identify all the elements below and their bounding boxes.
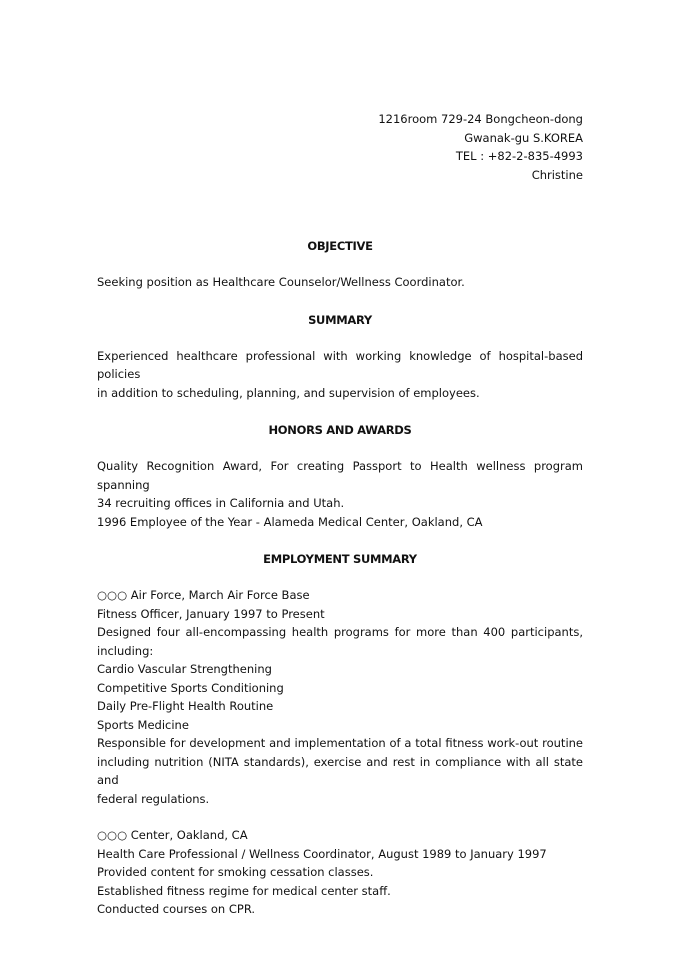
job-program-item: Cardio Vascular Strengthening — [97, 662, 272, 676]
honors-line: 34 recruiting offices in California and Utah. — [97, 496, 345, 510]
resume-body — [97, 237, 583, 919]
summary-line: in addition to scheduling, planning, and supervision of employees. — [97, 385, 480, 400]
job-detail-line: including: — [97, 643, 154, 658]
job-employer: ○○○ Center, Oakland, CA — [97, 828, 248, 842]
honors-section — [97, 457, 583, 531]
job-detail-line: federal regulations. — [97, 791, 210, 806]
summary-line: Experienced healthcare professional with working knowledge of hospital-based policies — [97, 348, 583, 381]
employment-heading: EMPLOYMENT SUMMARY — [263, 552, 417, 566]
objective-heading: OBJECTIVE — [307, 239, 373, 253]
contact-name: Christine — [531, 167, 583, 182]
job-detail-line: Provided content for smoking cessation classes. — [97, 865, 374, 879]
job-detail-line: Designed four all-encompassing health programs for more than 400 participants, — [97, 625, 583, 639]
summary-section — [97, 347, 583, 403]
job-detail-line: Established fitness regime for medical center staff. — [97, 883, 391, 898]
objective-section — [97, 273, 583, 292]
contact-address-block — [378, 110, 583, 184]
honors-heading: HONORS AND AWARDS — [268, 423, 412, 437]
job-employer: ○○○ Air Force, March Air Force Base — [97, 588, 310, 602]
job-program-item: Daily Pre-Flight Health Routine — [97, 699, 274, 713]
honors-line: Quality Recognition Award, For creating Passport to Health wellness program spanning — [97, 459, 583, 492]
summary-heading: SUMMARY — [308, 312, 372, 327]
address-street: 1216room 729-24 Bongcheon-dong — [378, 112, 583, 126]
employment-job-1 — [97, 586, 583, 808]
job-title: Fitness Officer, January 1997 to Present — [97, 606, 325, 621]
job-title: Health Care Professional / Wellness Coordinator, August 1989 to January 1997 — [97, 846, 547, 861]
job-program-item: Competitive Sports Conditioning — [97, 680, 284, 695]
objective-text: Seeking position as Healthcare Counselor/Wellness Coordinator. — [97, 275, 465, 289]
address-phone: TEL : +82-2-835-4993 — [455, 149, 583, 163]
job-detail-line: including nutrition (NITA standards), exercise and rest in compliance with all state and — [97, 754, 583, 787]
job-detail-line: Responsible for development and implementation of a total fitness work-out routine — [97, 736, 583, 750]
employment-job-2 — [97, 826, 583, 919]
honors-line: 1996 Employee of the Year - Alameda Medical Center, Oakland, CA — [97, 514, 483, 529]
job-program-item: Sports Medicine — [97, 717, 189, 732]
address-district: Gwanak-gu S.KOREA — [464, 130, 583, 145]
job-detail-line: Conducted courses on CPR. — [97, 902, 256, 916]
